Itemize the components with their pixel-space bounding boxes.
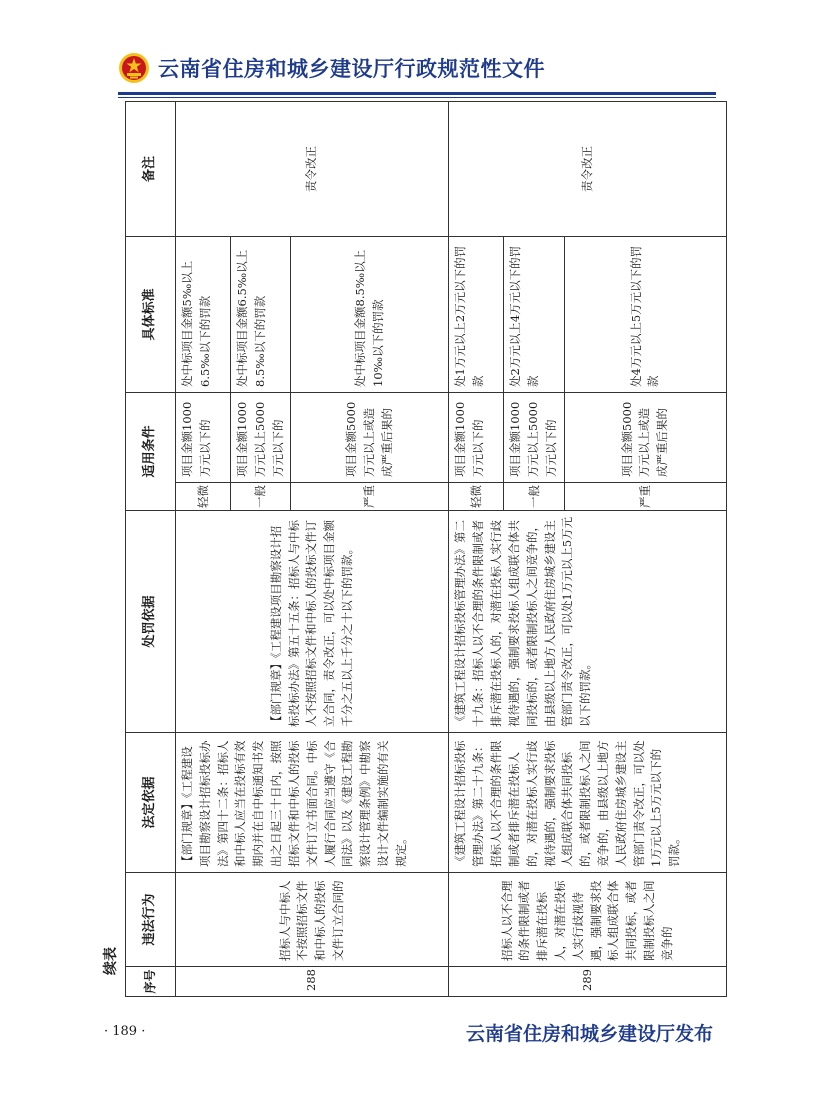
- tier-condition: 项目金额5000万元以上或造成严重后果的: [564, 392, 726, 482]
- tier-standard: 处4万元以上5万元以下的罚款: [564, 236, 726, 392]
- header-legal-basis: 法定依据: [126, 733, 176, 873]
- header-condition: 适用条件: [126, 392, 176, 510]
- rotated-table-wrapper: [125, 102, 715, 997]
- tier-level: 严重: [291, 483, 449, 511]
- tier-standard: 处1万元以上2万元以下的罚款: [449, 236, 504, 392]
- header-rule: [118, 92, 716, 95]
- tier-level: 一般: [504, 483, 564, 511]
- row-remarks: 责令改正: [176, 101, 449, 236]
- header-violation: 违法行为: [126, 873, 176, 967]
- row-penalty-basis: 《建筑工程设计招标投标管理办法》第二十九条：招标人以不合理的条件限制或者排斥潜在投标人的，对潜在投标人实行歧视待遇的，强制要求投标人组成联合体共同投标的，或者限制投标人之间竞争的，由县级以上地方人民政府住房城乡建设主管部门责令改正，可以处1万元以上5万元以下的罚款。: [449, 511, 726, 733]
- header-remarks: 备注: [126, 101, 176, 236]
- row-penalty-basis: 【部门规章】《工程建设项目勘察设计招标投标办法》第五十五条：招标人与中标人不按照招标文件和中标人的投标文件订立合同，责令改正，可以处中标项目金额千分之五以上千分之十以下的罚款。: [176, 511, 449, 733]
- tier-level: 轻微: [449, 483, 504, 511]
- page-header: [118, 52, 545, 84]
- row-legal-basis: 【部门规章】《工程建设项目勘察设计招标投标办法》第四十二条：招标人和中标人应当在投标有效期内并在自中标通知书发出之日起三十日内，按照招标文件和中标人的投标文件订立书面合同。中标人履行合同应当遵守《合同法》以及《建设工程勘察设计管理条例》中勘察设计文件编制实施的有关规定。: [176, 733, 449, 873]
- publisher-footer: 云南省住房和城乡建设厅发布: [466, 1023, 714, 1045]
- row-seq: 288: [176, 967, 449, 997]
- tier-standard: 处中标项目金额8.5‰以上10‰以下的罚款: [291, 236, 449, 392]
- table-caption: 续表: [103, 947, 119, 975]
- table-header-row: [126, 101, 176, 996]
- tier-condition: 项目金额1000万元以上5000万元以下的: [231, 392, 291, 482]
- tier-level: 严重: [564, 483, 726, 511]
- tier-condition: 项目金额1000万元以下的: [176, 392, 231, 482]
- row-violation: 招标人与中标人不按照招标文件和中标人的投标文件订立合同的: [176, 873, 449, 967]
- row-violation: 招标人以不合理的条件限制或者排斥潜在投标人，对潜在投标人实行歧视待遇，强制要求投标人组成联合体共同投标，或者限制投标人之间竞争的: [449, 873, 726, 967]
- tier-standard: 处中标项目金额6.5‰以上8.5‰以下的罚款: [231, 236, 291, 392]
- tier-level: 一般: [231, 483, 291, 511]
- page-number: · 189 ·: [104, 1024, 146, 1039]
- header-penalty-basis: 处罚依据: [126, 511, 176, 733]
- national-emblem-icon: [118, 52, 150, 84]
- tier-condition: 项目金额1000万元以上5000万元以下的: [504, 392, 564, 482]
- table-row: [449, 101, 504, 996]
- tier-condition: 项目金额5000万元以上或造成严重后果的: [291, 392, 449, 482]
- row-seq: 289: [449, 967, 726, 997]
- tier-level: 轻微: [176, 483, 231, 511]
- tier-condition: 项目金额1000万元以下的: [449, 392, 504, 482]
- row-remarks: 责令改正: [449, 101, 726, 236]
- header-title: 云南省住房和城乡建设厅行政规范性文件: [158, 57, 545, 81]
- header-rule-thin: [118, 97, 716, 98]
- header-standard: 具体标准: [126, 236, 176, 392]
- tier-standard: 处2万元以上4万元以下的罚款: [504, 236, 564, 392]
- tier-standard: 处中标项目金额5‰以上6.5‰以下的罚款: [176, 236, 231, 392]
- table-row: [176, 101, 231, 996]
- header-seq: 序号: [126, 967, 176, 997]
- penalty-table: [125, 101, 727, 997]
- row-legal-basis: 《建筑工程设计招标投标管理办法》第二十九条：招标人以不合理的条件限制或者排斥潜在投标人的，对潜在投标人实行歧视待遇的，强制要求投标人组成联合体共同投标的，或者限制投标人之间竞争的，由县级以上地方人民政府住房城乡建设主管部门责令改正，可以处1万元以上5万元以下的罚款。: [449, 733, 726, 873]
